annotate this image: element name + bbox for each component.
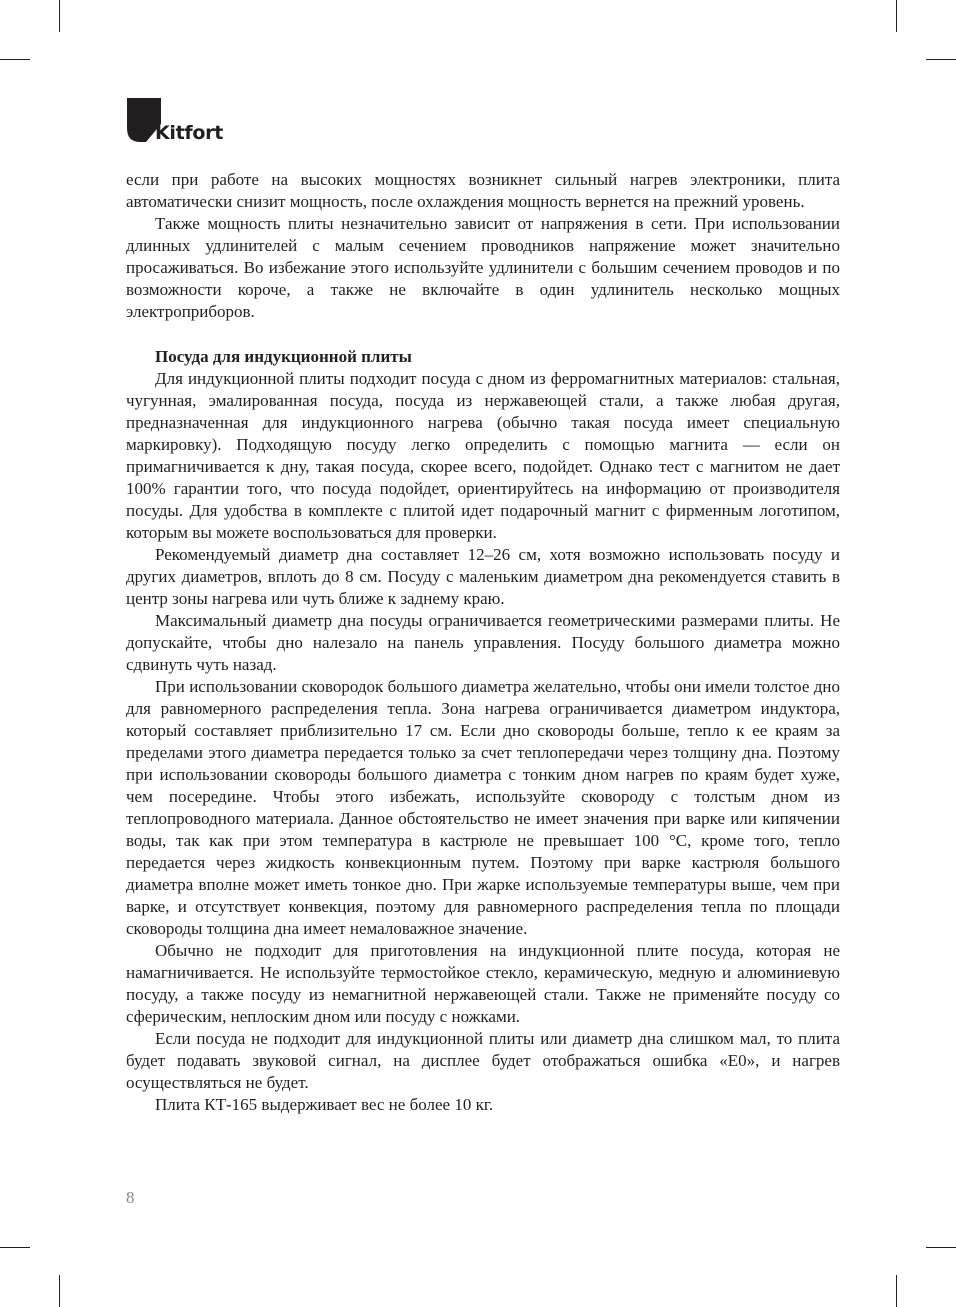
paragraph-cookware-4: При использовании сковородок большого диаметра желательно, чтобы они имели толстое дно для равномерного распределения тепла. Зона нагрева ограничивается диаметром индуктора, который составляет приблизительно 17 см. Если дно сковороды больше, тепло к ее краям за пределами этого диаметра передается только за счет теплопередачи через толщину дна. Поэтому при использовании сковороды большого диаметра с тонким дном нагрев по краям будет хуже, чем посередине. Чтобы этого избежать, используйте сковороду с толстым дном из теплопроводного материала. Данное обстоятельство не имеет значения при варке или кипячении воды, так как при этом температура в кастрюле не превышает 100 °С, кроме того, тепло передается через жидкость конвекционным путем. Поэтому при варке кастрюля большого диаметра вполне может иметь тонкое дно. При жарке используемые температуры выше, чем при варке, и отсутствует конвекция, поэтому для равномерного распределения тепла по площади сковороды толщина дна имеет немаловажное значение. [126, 677, 840, 938]
paragraph-intro-2: Также мощность плиты незначительно зависит от напряжения в сети. При использовании длинных удлинителей с малым сечением проводников напряжение может значительно просаживаться. Во избежание этого используйте удлинители с большим сечением проводов и по возможности короче, а также не включайте в один удлинитель несколько мощных электроприборов. [126, 214, 840, 321]
crop-mark-top-left [59, 0, 60, 32]
crop-mark-top-left-h [0, 59, 30, 60]
brand-name: Kitfort [155, 122, 223, 144]
document-body [126, 169, 840, 1116]
crop-mark-top-right [896, 0, 897, 32]
section-heading: Посуда для индукционной плиты [155, 347, 412, 366]
crop-mark-bottom-right-h [926, 1247, 956, 1248]
paragraph-cookware-2: Рекомендуемый диаметр дна составляет 12–26 см, хотя возможно использовать посуду и других диаметров, вплоть до 8 см. Посуду с маленьким диаметром дна рекомендуется ставить в центр зоны нагрева или чуть ближе к заднему краю. [126, 545, 840, 608]
crop-mark-bottom-left-h [0, 1247, 30, 1248]
paragraph-intro-1: если при работе на высоких мощностях возникнет сильный нагрев электроники, плита автоматически снизит мощность, после охлаждения мощность вернется на прежний уровень. [126, 170, 840, 211]
paragraph-cookware-7: Плита КТ-165 выдерживает вес не более 10 кг. [155, 1095, 494, 1114]
paragraph-cookware-6: Если посуда не подходит для индукционной плиты или диаметр дна слишком мал, то плита будет подавать звуковой сигнал, на дисплее будет отображаться ошибка «E0», и нагрев осуществляться не будет. [126, 1029, 840, 1092]
crop-mark-bottom-left [59, 1275, 60, 1307]
paragraph-cookware-5: Обычно не подходит для приготовления на индукционной плите посуда, которая не намагничивается. Не используйте термостойкое стекло, керамическую, медную и алюминиевую посуду, а также посуду из немагнитной нержавеющей стали. Также не применяйте посуду со сферическим, неплоским дном или посуду с ножками. [126, 941, 840, 1026]
paragraph-cookware-3: Максимальный диаметр дна посуды ограничивается геометрическими размерами плиты. Не допускайте, чтобы дно налезало на панель управления. Посуду большого диаметра можно сдвинуть чуть назад. [126, 611, 840, 674]
crop-mark-top-right-h [926, 59, 956, 60]
crop-mark-bottom-right [896, 1275, 897, 1307]
paragraph-cookware-1: Для индукционной плиты подходит посуда с дном из ферромагнитных материалов: стальная, чугунная, эмалированная посуда, посуда из нержавеющей стали, а также любая другая, предназначенная для индукционного нагрева (обычно такая посуда имеет специальную маркировку). Подходящую посуду легко определить с помощью магнита — если он примагничивается к дну, такая посуда, скорее всего, подойдет. Однако тест с магнитом не дает 100% гарантии того, что посуда подойдет, ориентируйтесь на информацию от производителя посуды. Для удобства в комплекте с плитой идет подарочный магнит с фирменным логотипом, которым вы можете воспользоваться для проверки. [126, 369, 840, 542]
page-number: 8 [126, 1188, 135, 1207]
